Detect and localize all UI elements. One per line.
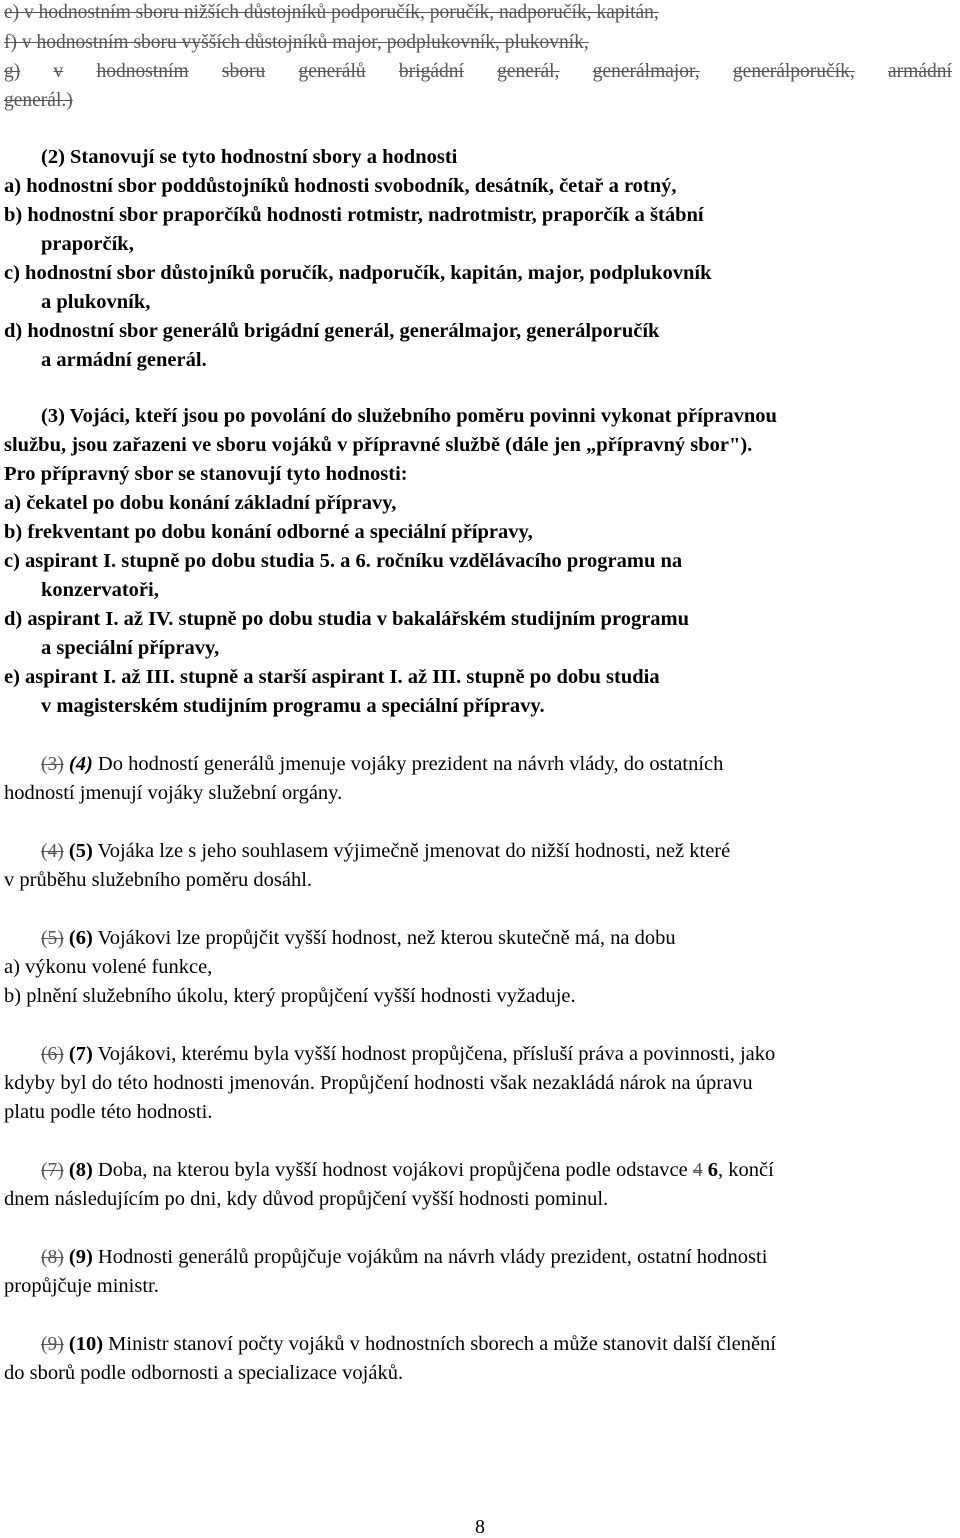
para3-item-b: b) frekventant po dobu konání odborné a speciální přípravy, [4, 521, 533, 543]
para7-line: platu podle této hodnosti. [4, 1101, 213, 1123]
para-text: Do hodností generálů jmenuje vojáky prezident na návrh vlády, do ostatních [97, 753, 724, 775]
para-text: Ministr stanoví počty vojáků v hodnostních sborech a může stanovit další členění [108, 1333, 776, 1355]
para3-line: službu, jsou zařazeni ve sboru vojáků v přípravné službě (dále jen „přípravný sbor"). [4, 434, 753, 456]
para3-line: Pro přípravný sbor se stanovují tyto hodnosti: [4, 463, 408, 485]
old-number: (6) [41, 1044, 64, 1065]
old-number: (3) [41, 754, 64, 775]
old-number: (4) [41, 841, 64, 862]
para2-item-b-cont: praporčík, [41, 233, 134, 255]
para5-line: v průběhu služebního poměru dosáhl. [4, 869, 313, 891]
para8-line [41, 1160, 774, 1181]
old-number: (9) [41, 1334, 64, 1355]
para2-item-d: d) hodnostní sbor generálů brigádní generál, generálmajor, generálporučík [4, 320, 660, 342]
para4-line [41, 754, 723, 775]
old-number: (7) [41, 1160, 64, 1181]
para7-line [41, 1044, 775, 1065]
struck-line: e) v hodnostním sboru nižších důstojníků podporučík, poručík, nadporučík, kapitán, [4, 2, 659, 23]
para-text: Doba, na kterou byla vyšší hodnost vojákovi propůjčena podle odstavce [97, 1159, 688, 1181]
para-text: Vojákovi lze propůjčit vyšší hodnost, než kterou skutečně má, na dobu [97, 927, 676, 949]
new-number: (9) [68, 1246, 93, 1268]
para2-item-d-cont: a armádní generál. [41, 349, 207, 371]
para6-item-b: b) plnění služebního úkolu, který propůjčení vyšší hodnosti vyžaduje. [4, 985, 576, 1007]
para2-item-c-cont: a plukovník, [41, 291, 151, 313]
para10-line [41, 1334, 776, 1355]
para2-heading: (2) Stanovují se tyto hodnostní sbory a hodnosti [41, 146, 458, 168]
new-number: (8) [68, 1159, 93, 1181]
para5-line [41, 841, 730, 862]
struck-word: sboru [221, 61, 266, 82]
para-text: , končí [717, 1159, 774, 1181]
para-text: Vojákovi, kterému byla vyšší hodnost propůjčena, přísluší práva a povinnosti, jako [97, 1043, 776, 1065]
para9-line [41, 1247, 767, 1268]
para2-item-b: b) hodnostní sbor praporčíků hodnosti rotmistr, nadrotmistr, praporčík a štábní [4, 204, 704, 226]
new-reference: 6 [707, 1159, 718, 1181]
para8-line: dnem následujícím po dni, kdy důvod propůjčení vyšší hodnosti pominul. [4, 1188, 609, 1210]
para-text: Hodnosti generálů propůjčuje vojákům na návrh vlády prezident, ostatní hodnosti [97, 1246, 768, 1268]
struck-word: generál, [497, 61, 560, 82]
para3-item-a: a) čekatel po dobu konání základní přípravy, [4, 492, 397, 514]
new-number: (6) [68, 927, 93, 949]
para-text: Vojáka lze s jeho souhlasem výjimečně jmenovat do nižší hodnosti, než které [97, 840, 731, 862]
struck-line: generál.) [4, 90, 73, 111]
struck-word: generálů [298, 61, 366, 82]
old-reference: 4 [692, 1160, 703, 1181]
struck-line: f) v hodnostním sboru vyšších důstojníků major, podplukovník, plukovník, [4, 32, 589, 53]
old-number: (5) [41, 928, 64, 949]
struck-word: armádní [888, 61, 952, 82]
para3-item-c-cont: konzervatoři, [41, 579, 159, 601]
new-number: (5) [68, 840, 93, 862]
struck-word: generálporučík, [732, 61, 855, 82]
para2-item-c: c) hodnostní sbor důstojníků poručík, nadporučík, kapitán, major, podplukovník [4, 262, 712, 284]
page-number: 8 [475, 1516, 485, 1538]
para2-item-a: a) hodnostní sbor poddůstojníků hodnosti svobodník, desátník, četař a rotný, [4, 175, 677, 197]
para3-item-d: d) aspirant I. až IV. stupně po dobu studia v bakalářském studijním programu [4, 608, 690, 630]
para6-line [41, 928, 676, 949]
para6-item-a: a) výkonu volené funkce, [4, 956, 213, 978]
struck-word: generálmajor, [592, 61, 700, 82]
para3-line: (3) Vojáci, kteří jsou po povolání do služebního poměru povinni vykonat přípravnou [41, 405, 777, 427]
old-number: (8) [41, 1247, 64, 1268]
struck-word: g) [4, 61, 21, 82]
para3-item-e: e) aspirant I. až III. stupně a starší aspirant I. až III. stupně po dobu studia [4, 666, 660, 688]
struck-word: hodnostním [96, 61, 189, 82]
para3-item-d-cont: a speciální přípravy, [41, 637, 220, 659]
new-number: (10) [68, 1333, 104, 1355]
para3-item-e-cont: v magisterském studijním programu a speciální přípravy. [41, 695, 545, 717]
para3-item-c: c) aspirant I. stupně po dobu studia 5. a 6. ročníku vzdělávacího programu na [4, 550, 683, 572]
para7-line: kdyby byl do této hodnosti jmenován. Propůjčení hodnosti však nezakládá nárok na úpravu [4, 1072, 753, 1094]
struck-word: v [53, 61, 64, 82]
struck-word: brigádní [398, 61, 464, 82]
para4-line: hodností jmenují vojáky služební orgány. [4, 782, 343, 804]
struck-line [4, 62, 952, 82]
para9-line: propůjčuje ministr. [4, 1275, 159, 1297]
para10-line: do sborů podle odbornosti a specializace vojáků. [4, 1362, 404, 1384]
new-number: (4) [68, 753, 93, 775]
new-number: (7) [68, 1043, 93, 1065]
